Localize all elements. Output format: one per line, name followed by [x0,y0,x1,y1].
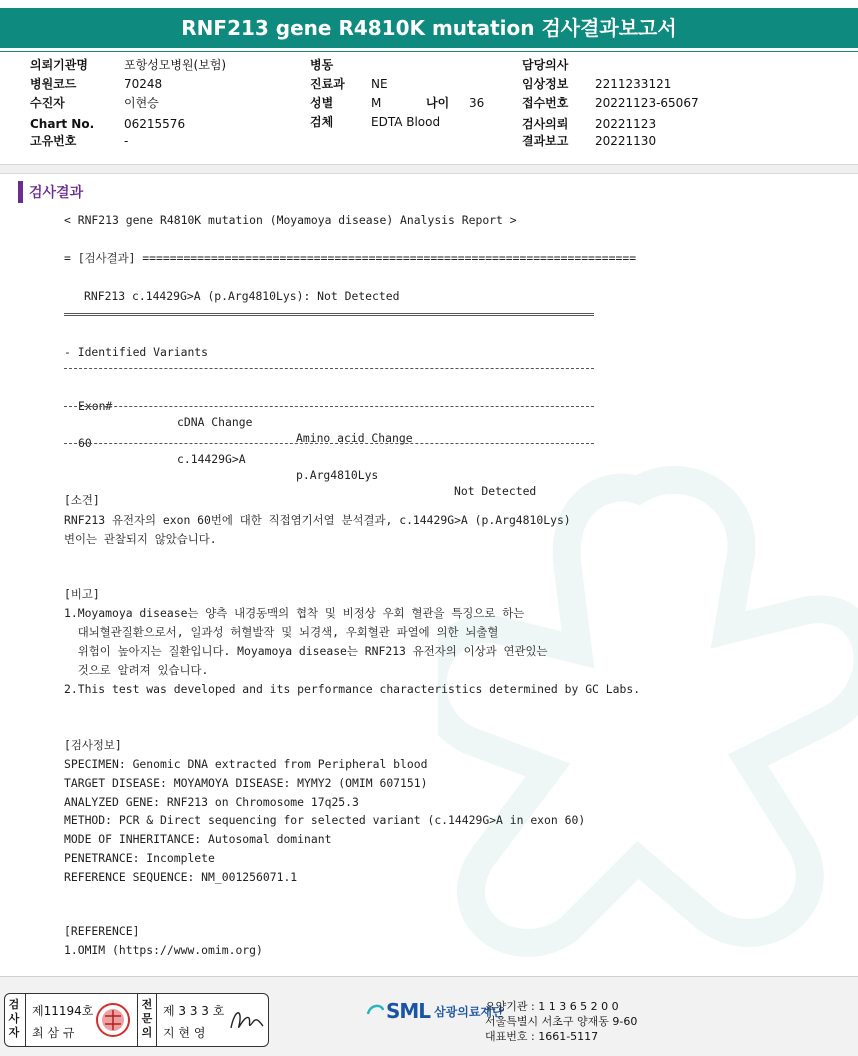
sml-arc-icon [366,1002,384,1020]
watermark-cross-icon [438,460,858,980]
info-label: 검체 [310,115,334,129]
age-value: 36 [469,96,485,110]
divider-line [137,994,138,1046]
remarks-line: 1.Moyamoya disease는 양측 내경동맥의 협착 및 비정상 우회 혈관을 특징으로 하는 [64,606,525,620]
remarks-tag: [비고] [64,587,100,601]
table-rule [64,443,594,444]
info-value: M [371,96,382,110]
reviewer-license: 제 3 3 3 호 [163,1004,225,1018]
info-label: 의뢰기관명 [30,58,88,72]
info-label: 접수번호 [522,96,569,110]
table-header-cell: Amino acid Change [296,431,413,445]
info-label: 고유번호 [30,134,77,148]
table-cell: p.Arg4810Lys [296,468,379,482]
address-line: 요양기관 : 1 1 3 6 5 2 0 0 [485,1000,619,1013]
info-label: 검사의뢰 [522,117,569,131]
info-label: 수진자 [30,96,65,110]
info-value: 20221130 [595,134,657,148]
variants-title: - Identified Variants [64,345,209,359]
section-marker [18,181,23,203]
reviewer-name: 지 현 영 [163,1026,206,1040]
institution-address [485,999,637,1044]
result-section-tag: = [검사결과] ======================================================================== [64,251,637,265]
section-title: 검사결과 [29,185,84,201]
reference-line: 1.OMIM (https://www.omim.org) [64,943,263,957]
remarks-line: 위험이 높아지는 질환입니다. Moyamoya disease는 RNF213 유전자의 이상과 연관있는 [64,644,548,658]
test-info-tag: [검사정보] [64,738,122,752]
reviewer-vertical-label: 전 문 의 [141,998,153,1039]
test-info-line: TARGET DISEASE: MOYAMOYA DISEASE: MYMY2 (OMIM 607151) [64,776,428,790]
signature-box [4,993,269,1047]
remarks-line: 것으로 알려져 있습니다. [64,663,209,677]
test-info-line: SPECIMEN: Genomic DNA extracted from Peripheral blood [64,757,428,771]
test-info-line: REFERENCE SEQUENCE: NM_001256071.1 [64,870,298,884]
inspector-license: 제11194호 [32,1004,94,1018]
info-label: 임상정보 [522,77,569,91]
info-label: 진료과 [310,77,345,91]
info-value: 70248 [124,77,163,91]
test-info-line: ANALYZED GENE: RNF213 on Chromosome 17q25.3 [64,795,359,809]
test-info-line: METHOD: PCR & Direct sequencing for selected variant (c.14429G>A in exon 60) [64,813,586,827]
logo-text: SML [386,999,431,1023]
info-label: Chart No. [30,117,95,131]
findings-line: RNF213 유전자의 exon 60번에 대한 직접염기서열 분석결과, c.14429G>A (p.Arg4810Lys) [64,513,571,527]
test-info-line: MODE OF INHERITANCE: Autosomal dominant [64,832,332,846]
findings-line: 변이는 관찰되지 않았습니다. [64,532,217,546]
double-rule [64,313,594,316]
table-cell: Not Detected [454,484,537,498]
info-value: 06215576 [124,117,186,131]
reference-tag: [REFERENCE] [64,924,140,938]
footer [0,976,858,1056]
table-cell: 60 [78,436,92,450]
info-value: - [124,134,129,148]
info-value: EDTA Blood [371,115,441,129]
info-value: 포항성모병원(보험) [124,58,227,72]
info-label: 병동 [310,58,334,72]
table-cell: c.14429G>A [177,452,246,466]
info-label: 결과보고 [522,134,569,148]
address-line: 서울특별시 서초구 양재동 9-60 [485,1015,638,1028]
table-header-cell: cDNA Change [177,415,253,429]
seal-stamp-icon [95,1002,131,1038]
info-value: 20221123 [595,117,657,131]
sml-logo [366,999,504,1023]
info-label: 병원코드 [30,77,77,91]
remarks-line: 2.This test was developed and its performance characteristics determined by GC Labs. [64,682,641,696]
remarks-line: 대뇌혈관질환으로서, 일과성 허혈발작 및 뇌경색, 우회혈관 파열에 의한 뇌출혈 [64,625,499,639]
org-name: 삼광의료재단 [434,1004,504,1019]
inspector-name: 최 삼 규 [32,1026,75,1040]
divider-line [25,994,26,1046]
table-rule [64,406,594,407]
result-line: RNF213 c.14429G>A (p.Arg4810Lys): Not Detected [84,289,400,303]
findings-tag: [소견] [64,493,100,507]
patient-info [0,56,858,160]
test-info-line: PENETRANCE: Incomplete [64,851,215,865]
info-value: 이현승 [124,96,159,110]
report-heading: < RNF213 gene R4810K mutation (Moyamoya disease) Analysis Report > [64,213,517,227]
address-line: 대표번호 : 1661-5117 [485,1030,599,1043]
inspector-vertical-label: 검 사 자 [8,998,20,1039]
info-value: 2211233121 [595,77,672,91]
info-value: 20221123-65067 [595,96,699,110]
info-label: 담당의사 [522,58,569,72]
report-title: RNF213 gene R4810K mutation 검사결과보고서 [0,8,858,48]
info-label: 성별 [310,96,334,110]
age-label: 나이 [426,96,450,110]
signature-icon [227,1004,265,1036]
info-value: NE [371,77,388,91]
table-rule [64,368,594,369]
divider-line [156,994,157,1046]
section-header [18,180,83,204]
section-divider [0,164,858,174]
table-header-cell: Exon# [78,399,113,413]
